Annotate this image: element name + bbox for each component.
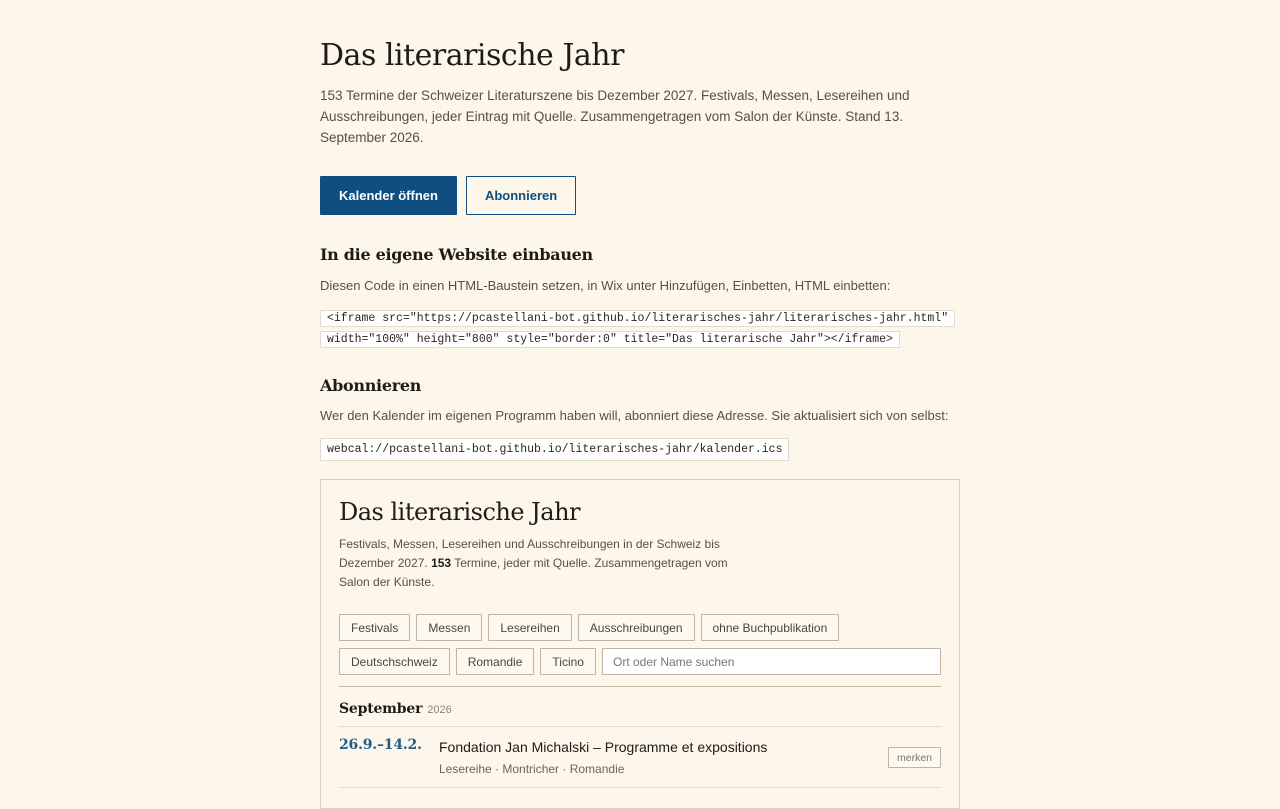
month-year: 2026 [427,704,452,716]
month-header [339,701,452,717]
preview-desc-before: Festivals, Messen, Lesereihen und Ausschreibungen in der Schweiz bis Dezember 2027. [339,537,720,570]
page-title: Das literarische Jahr [320,38,624,73]
calendar-preview [320,479,960,809]
filter-messen[interactable]: Messen [416,614,482,641]
subscribe-button[interactable]: Abonnieren [466,176,576,215]
action-buttons [320,176,576,215]
entry-date: 26.9.–14.2. [339,737,422,753]
filter-festivals[interactable]: Festivals [339,614,410,641]
subscribe-instruction: Wer den Kalender im eigenen Programm haben will, abonniert diese Adresse. Sie aktualisiert sich von selbst: [320,408,949,423]
preview-desc-after: Termine, jeder mit Quelle. Zusammengetragen vom Salon der Künste. [339,556,728,589]
entry-name[interactable]: Fondation Jan Michalski – Programme et expositions [439,739,768,755]
filter-deutschschweiz[interactable]: Deutschschweiz [339,648,450,675]
subscribe-heading: Abonnieren [320,376,422,395]
save-button[interactable]: merken [888,747,941,768]
embed-heading: In die eigene Website einbauen [320,245,593,264]
filter-ohne-buchpublikation[interactable]: ohne Buchpublikation [701,614,840,641]
page-intro: 153 Termine der Schweizer Literaturszene bis Dezember 2027. Festivals, Messen, Lesereihen und Ausschreibungen, jeder Eintrag mit Quelle. Zusammengetragen vom Salon der Künste. Stand 13. September 2026. [320,88,910,145]
embed-code[interactable]: <iframe src="https://pcastellani-bot.github.io/literarisches-jahr/literarisches-jahr.html" width="100%" height="800" style="border:0" title="Das literarische Jahr"></iframe> [320,310,955,348]
list-item[interactable] [339,726,941,788]
filter-ticino[interactable]: Ticino [540,648,596,675]
subscribe-url[interactable]: webcal://pcastellani-bot.github.io/literarisches-jahr/kalender.ics [320,438,789,461]
type-filter-row [339,614,941,641]
filter-bar [339,614,941,682]
filter-ausschreibungen[interactable]: Ausschreibungen [578,614,695,641]
embed-code-block[interactable] [320,308,952,350]
list-divider [339,686,941,687]
preview-count: 153 [431,556,452,570]
region-filter-row [339,648,941,675]
page-content [320,0,960,776]
open-calendar-button[interactable]: Kalender öffnen [320,176,457,215]
preview-description [339,535,729,592]
search-input[interactable] [602,648,941,675]
preview-title: Das literarische Jahr [339,498,581,526]
entry-meta: Lesereihe · Montricher · Romandie [439,762,625,776]
embed-instruction: Diesen Code in einen HTML-Baustein setzen, in Wix unter Hinzufügen, Einbetten, HTML einbetten: [320,278,891,293]
filter-romandie[interactable]: Romandie [456,648,535,675]
filter-lesereihen[interactable]: Lesereihen [488,614,571,641]
month-name: September [339,701,423,717]
